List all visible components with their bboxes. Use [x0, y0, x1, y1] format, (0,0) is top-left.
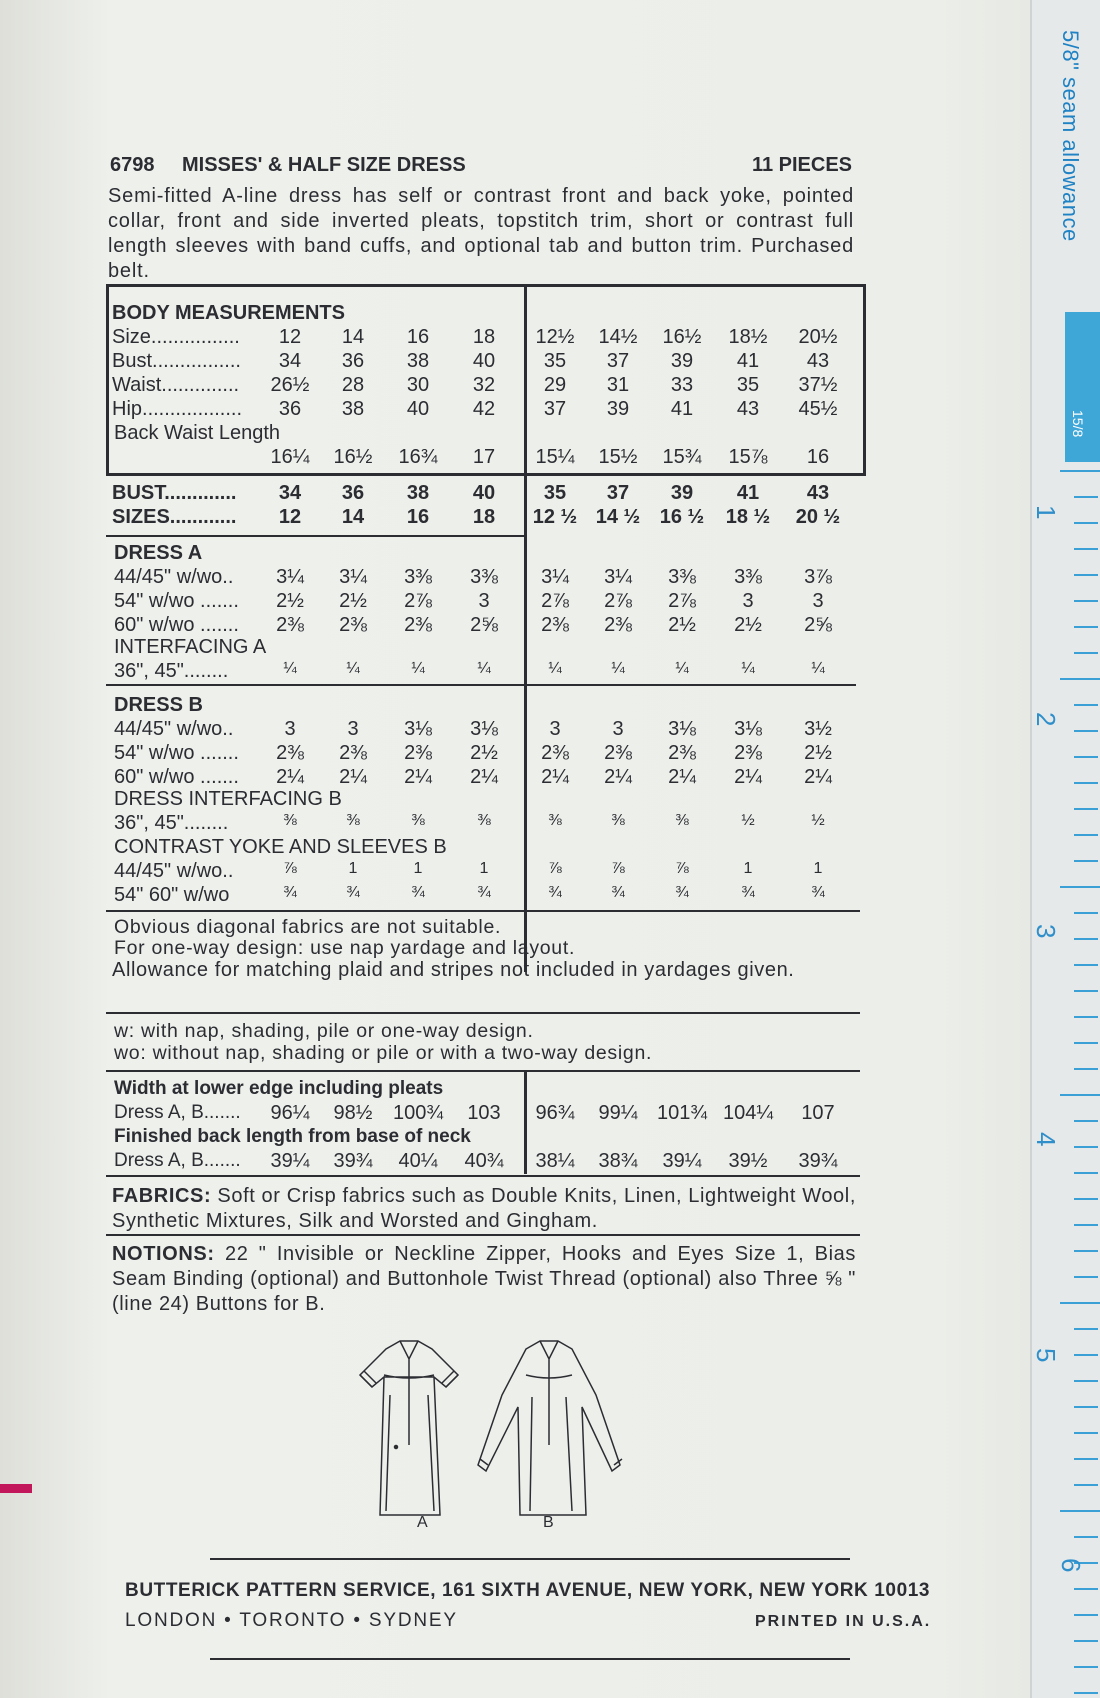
notions-text: 22 " Invisible or Neckline Zipper, Hooks and Eyes Size 1, Bias Seam Binding (optional) and Buttonhole Twist Thread (optional) also Three ⅝ " (line 24) Buttons for B. — [112, 1243, 856, 1315]
table-cell: 16½ — [333, 446, 373, 468]
illustration-label-a: A — [417, 1514, 428, 1531]
table-cell: 2⅜ — [734, 742, 762, 764]
dress-b-row-label: 54" w/wo ....... — [114, 742, 239, 764]
table-cell: 2⅜ — [604, 742, 632, 764]
table-cell: 33 — [670, 374, 694, 396]
table-cell: 12 ½ — [532, 506, 578, 528]
table-cell: 2¼ — [404, 766, 432, 788]
table-cell: ⅞ — [611, 860, 625, 877]
table-cell: ⅞ — [283, 860, 297, 877]
table-cell: 39¼ — [662, 1150, 702, 1172]
column-divider — [524, 1072, 527, 1174]
table-cell: 3 — [347, 718, 359, 740]
table-cell: 39¾ — [333, 1150, 373, 1172]
notions-section — [112, 1242, 856, 1317]
sizes-label: SIZES............ — [112, 506, 237, 528]
tape-tick — [1074, 548, 1098, 550]
table-cell: ¾ — [741, 884, 755, 901]
fabrics-label: FABRICS: — [112, 1185, 212, 1207]
table-cell: 36 — [278, 398, 302, 420]
table-cell: 40 — [472, 350, 496, 372]
footer-rule-top — [210, 1558, 850, 1560]
column-divider — [524, 284, 527, 972]
table-cell: 41 — [670, 398, 694, 420]
tape-tick — [1074, 730, 1098, 732]
table-cell: 40 — [406, 398, 430, 420]
table-cell: 16 — [406, 506, 430, 528]
table-cell: 107 — [801, 1102, 835, 1124]
table-cell: 96¾ — [535, 1102, 575, 1124]
note-allowance: Allowance for matching plaid and stripes not included in yardages given. — [112, 959, 795, 981]
table-cell: 41 — [736, 350, 760, 372]
table-cell: 2⅜ — [339, 614, 367, 636]
tape-tick — [1074, 1120, 1098, 1122]
tape-tick — [1060, 470, 1100, 472]
table-cell: ¼ — [741, 660, 755, 677]
tape-tick — [1074, 1666, 1098, 1668]
rule — [106, 1070, 860, 1072]
dress-b-row-label: 60" w/wo ....... — [114, 766, 239, 788]
tape-tick — [1074, 938, 1098, 940]
tape-tick — [1074, 1692, 1098, 1694]
pattern-number: 6798 — [110, 154, 155, 176]
table-cell: ⅞ — [548, 860, 562, 877]
footer-rule-bottom — [210, 1658, 850, 1660]
table-cell: 2⅜ — [276, 742, 304, 764]
table-cell: 3⅞ — [804, 566, 832, 588]
table-cell: 2⅞ — [668, 590, 696, 612]
tape-tick — [1074, 1536, 1098, 1538]
table-cell: 35 — [543, 350, 567, 372]
table-cell: 103 — [467, 1102, 501, 1124]
table-cell: 15⅞ — [728, 446, 768, 468]
table-cell: ⅜ — [675, 812, 689, 829]
tape-tick — [1074, 756, 1098, 758]
table-cell: 2¼ — [804, 766, 832, 788]
table-cell: 40 — [472, 482, 496, 504]
tape-tick — [1074, 1068, 1098, 1070]
edge-mark — [0, 1484, 32, 1493]
tape-tick — [1060, 1094, 1100, 1096]
table-cell: 3⅛ — [470, 718, 498, 740]
tape-tick — [1074, 1354, 1098, 1356]
interfacing-a-heading: INTERFACING A — [114, 636, 267, 658]
tape-tick — [1060, 886, 1100, 888]
table-cell: 18 — [472, 506, 496, 528]
width-label: Dress A, B....... — [114, 1102, 241, 1123]
notions-label: NOTIONS: — [112, 1243, 215, 1265]
pattern-title: MISSES' & HALF SIZE DRESS — [182, 154, 466, 176]
interfacing-b-label: 36", 45"........ — [114, 812, 229, 834]
table-cell: 3 — [478, 590, 490, 612]
table-cell: 2¼ — [276, 766, 304, 788]
tape-tick — [1074, 834, 1098, 836]
table-cell: 36 — [341, 482, 365, 504]
tape-number-6: 6 — [1056, 1558, 1086, 1573]
table-cell: 45½ — [798, 398, 838, 420]
table-cell: 29 — [543, 374, 567, 396]
table-cell: 2¼ — [604, 766, 632, 788]
table-cell: 43 — [806, 482, 830, 504]
table-cell: 42 — [472, 398, 496, 420]
table-cell: 39½ — [728, 1150, 768, 1172]
tape-number-2: 2 — [1031, 712, 1061, 727]
table-cell: 3 — [549, 718, 561, 740]
table-cell: 2⅜ — [404, 742, 432, 764]
table-cell: 1 — [348, 860, 358, 877]
table-cell: 37 — [543, 398, 567, 420]
dress-b-row-label: 44/45" w/wo.. — [114, 718, 234, 740]
length-label: Dress A, B....... — [114, 1150, 241, 1171]
table-cell: 37 — [606, 482, 630, 504]
tape-tick — [1074, 496, 1098, 498]
tape-tick — [1074, 652, 1098, 654]
table-cell: 2½ — [339, 590, 367, 612]
illustration-label-b: B — [543, 1514, 554, 1531]
pattern-description: Semi-fitted A-line dress has self or contrast front and back yoke, pointed collar, front and side inverted pleats, topstitch trim, short or contrast full length sleeves with band cuffs, and optional tab and button trim. Purchased belt. — [108, 185, 854, 282]
publisher-address: BUTTERICK PATTERN SERVICE, 161 SIXTH AVENUE, NEW YORK, NEW YORK 10013 — [125, 1580, 931, 1601]
table-cell: 2⅞ — [404, 590, 432, 612]
rule — [106, 1012, 860, 1014]
tape-tick — [1060, 1302, 1100, 1304]
tape-tick — [1074, 1250, 1098, 1252]
table-cell: 15¾ — [662, 446, 702, 468]
table-cell: 2⅜ — [404, 614, 432, 636]
table-cell: 2¼ — [470, 766, 498, 788]
measurement-label: Size................ — [112, 326, 240, 348]
tape-tick — [1074, 912, 1098, 914]
tape-tick — [1074, 1042, 1098, 1044]
table-cell: 2¼ — [541, 766, 569, 788]
table-cell: 40¾ — [464, 1150, 504, 1172]
table-cell: ¼ — [811, 660, 825, 677]
rule — [106, 910, 860, 912]
table-cell: 26½ — [270, 374, 310, 396]
tape-tick — [1074, 1614, 1098, 1616]
table-cell: 101¾ — [656, 1102, 708, 1124]
table-cell: 3¼ — [339, 566, 367, 588]
tape-tick — [1074, 522, 1098, 524]
table-cell: 2¼ — [734, 766, 762, 788]
rule — [106, 535, 524, 537]
table-cell: ¼ — [675, 660, 689, 677]
fabrics-section — [112, 1184, 856, 1234]
table-cell: 100¾ — [392, 1102, 444, 1124]
body-measurements-heading: BODY MEASUREMENTS — [112, 302, 345, 324]
bust-label: BUST............. — [112, 482, 237, 504]
table-cell: 2½ — [470, 742, 498, 764]
printed-in: PRINTED IN U.S.A. — [755, 1613, 932, 1630]
table-cell: 38 — [406, 482, 430, 504]
table-cell: 2⅜ — [541, 614, 569, 636]
interfacing-b-heading: DRESS INTERFACING B — [114, 788, 342, 810]
table-cell: ¾ — [283, 884, 297, 901]
table-cell: ¾ — [477, 884, 491, 901]
table-cell: 43 — [736, 398, 760, 420]
tape-tick — [1074, 1640, 1098, 1642]
table-cell: ⅞ — [675, 860, 689, 877]
dress-b-heading: DRESS B — [114, 694, 203, 716]
table-cell: 37½ — [798, 374, 838, 396]
table-cell: 38¾ — [598, 1150, 638, 1172]
table-cell: 14½ — [598, 326, 638, 348]
dress-a-heading: DRESS A — [114, 542, 203, 564]
table-cell: 3⅜ — [734, 566, 762, 588]
table-cell: ⅜ — [548, 812, 562, 829]
table-cell: 14 — [341, 506, 365, 528]
table-cell: 39 — [670, 482, 694, 504]
table-cell: 3⅜ — [404, 566, 432, 588]
table-cell: ¼ — [346, 660, 360, 677]
table-cell: 3⅜ — [470, 566, 498, 588]
table-cell: 3⅛ — [668, 718, 696, 740]
table-cell: 1 — [743, 860, 753, 877]
table-cell: ¼ — [611, 660, 625, 677]
publisher-cities: LONDON • TORONTO • SYDNEY — [125, 1610, 458, 1631]
interfacing-a-label: 36", 45"........ — [114, 660, 229, 682]
tape-tick — [1074, 1588, 1098, 1590]
table-cell: ⅜ — [346, 812, 360, 829]
fabrics-text: Soft or Crisp fabrics such as Double Knits, Linen, Lightweight Wool, Synthetic Mixtures, Silk and Worsted and Gingham. — [112, 1185, 856, 1232]
tape-tick — [1074, 626, 1098, 628]
seam-allowance-label: 5/8" seam allowance — [1058, 30, 1083, 242]
table-cell: 12 — [278, 506, 302, 528]
table-cell: 96¼ — [270, 1102, 310, 1124]
table-cell: 39 — [606, 398, 630, 420]
table-cell: 1 — [413, 860, 423, 877]
table-cell: 17 — [472, 446, 496, 468]
table-cell: 39¼ — [270, 1150, 310, 1172]
dress-a-drawing — [360, 1341, 458, 1515]
tape-tick — [1074, 1458, 1098, 1460]
table-cell: 2⅜ — [276, 614, 304, 636]
table-cell: 2¼ — [668, 766, 696, 788]
tape-tick — [1074, 600, 1098, 602]
table-cell: 12 — [278, 326, 302, 348]
table-cell: 39 — [670, 350, 694, 372]
note-without-nap: wo: without nap, shading or pile or with a two-way design. — [114, 1042, 653, 1064]
table-cell: 38¼ — [535, 1150, 575, 1172]
measurement-label: Bust................ — [112, 350, 241, 372]
table-cell: 28 — [341, 374, 365, 396]
table-cell: 34 — [278, 482, 302, 504]
table-cell: 3¼ — [541, 566, 569, 588]
width-heading: Width at lower edge including pleats — [114, 1078, 444, 1099]
table-cell: 2½ — [668, 614, 696, 636]
table-cell: 12½ — [535, 326, 575, 348]
measurement-label: Hip.................. — [112, 398, 243, 420]
table-cell: 1 — [813, 860, 823, 877]
table-cell: 14 — [341, 326, 365, 348]
tape-tick — [1074, 1328, 1098, 1330]
table-cell: 20½ — [798, 326, 838, 348]
table-cell: 38 — [341, 398, 365, 420]
table-cell: 98½ — [333, 1102, 373, 1124]
table-cell: 3½ — [804, 718, 832, 740]
table-cell: ¼ — [477, 660, 491, 677]
tape-tick — [1074, 1432, 1098, 1434]
table-cell: 18½ — [728, 326, 768, 348]
contrast-heading: CONTRAST YOKE AND SLEEVES B — [114, 836, 447, 858]
tape-number-1: 1 — [1031, 505, 1061, 520]
dress-a-row-label: 60" w/wo ....... — [114, 614, 239, 636]
table-cell: 20 ½ — [795, 506, 841, 528]
table-cell: 35 — [543, 482, 567, 504]
table-cell: 41 — [736, 482, 760, 504]
dress-illustrations — [350, 1335, 640, 1535]
table-cell: 36 — [341, 350, 365, 372]
table-cell: 3 — [742, 590, 754, 612]
contrast-row-label: 54" 60" w/wo — [114, 884, 230, 906]
table-cell: 99¼ — [598, 1102, 638, 1124]
tape-tick — [1074, 1198, 1098, 1200]
pattern-pieces: 11 PIECES — [751, 154, 852, 176]
tape-tick — [1074, 704, 1098, 706]
table-cell: 2½ — [734, 614, 762, 636]
table-cell: ¾ — [675, 884, 689, 901]
table-cell: 2½ — [276, 590, 304, 612]
table-cell: 3¼ — [604, 566, 632, 588]
tape-tick — [1074, 1016, 1098, 1018]
tape-number-4: 4 — [1031, 1132, 1061, 1147]
table-cell: ⅜ — [411, 812, 425, 829]
table-cell: 2⅞ — [604, 590, 632, 612]
rule — [106, 1175, 860, 1177]
table-cell: 14 ½ — [595, 506, 641, 528]
table-cell: 3 — [284, 718, 296, 740]
table-cell: 3⅜ — [668, 566, 696, 588]
back-waist-label: Back Waist Length — [114, 422, 281, 444]
table-cell: ½ — [741, 812, 755, 829]
tape-tick — [1074, 860, 1098, 862]
dress-b-drawing — [478, 1341, 622, 1515]
table-cell: 3 — [812, 590, 824, 612]
table-cell: ¾ — [411, 884, 425, 901]
dress-a-row-label: 54" w/wo ....... — [114, 590, 239, 612]
table-cell: ⅜ — [477, 812, 491, 829]
tape-highlight — [1065, 312, 1100, 462]
table-cell: 16¾ — [398, 446, 438, 468]
table-cell: 40¼ — [398, 1150, 438, 1172]
table-cell: 16 — [806, 446, 830, 468]
table-cell: ¼ — [548, 660, 562, 677]
tape-tick — [1074, 964, 1098, 966]
table-cell: 2⅞ — [541, 590, 569, 612]
table-cell: 2⅜ — [541, 742, 569, 764]
table-cell: ¾ — [346, 884, 360, 901]
measurement-label: Waist.............. — [112, 374, 240, 396]
tape-tick — [1074, 1276, 1098, 1278]
table-cell: 32 — [472, 374, 496, 396]
table-cell: ¼ — [411, 660, 425, 677]
table-cell: ¼ — [283, 660, 297, 677]
table-cell: 18 — [472, 326, 496, 348]
table-cell: ⅜ — [611, 812, 625, 829]
table-cell: 16½ — [662, 326, 702, 348]
table-cell: 16¼ — [270, 446, 310, 468]
tape-tick — [1074, 1406, 1098, 1408]
table-cell: ¾ — [548, 884, 562, 901]
table-cell: ⅜ — [283, 812, 297, 829]
tape-tick — [1074, 990, 1098, 992]
table-cell: 35 — [736, 374, 760, 396]
note-with-nap: w: with nap, shading, pile or one-way design. — [114, 1020, 534, 1042]
tape-tick — [1074, 782, 1098, 784]
table-cell: 2½ — [804, 742, 832, 764]
note-diagonal: Obvious diagonal fabrics are not suitable. — [114, 916, 502, 938]
rule — [106, 1234, 860, 1236]
contrast-row-label: 44/45" w/wo.. — [114, 860, 234, 882]
tape-tick — [1074, 1146, 1098, 1148]
tape-number-3: 3 — [1031, 924, 1061, 939]
table-cell: 104¼ — [722, 1102, 774, 1124]
table-cell: 2⅜ — [604, 614, 632, 636]
tape-tick — [1074, 1224, 1098, 1226]
table-cell: 31 — [606, 374, 630, 396]
table-cell: ¾ — [611, 884, 625, 901]
table-cell: 2⅝ — [470, 614, 498, 636]
table-cell: 16 — [406, 326, 430, 348]
tape-tick — [1074, 808, 1098, 810]
pattern-header — [110, 154, 852, 182]
table-cell: 3¼ — [276, 566, 304, 588]
table-cell: 15¼ — [535, 446, 575, 468]
table-cell: 2⅜ — [339, 742, 367, 764]
table-cell: 38 — [406, 350, 430, 372]
table-cell: ½ — [811, 812, 825, 829]
table-cell: 15½ — [598, 446, 638, 468]
table-cell: 18 ½ — [725, 506, 771, 528]
table-cell: ¾ — [811, 884, 825, 901]
table-cell: 3⅛ — [404, 718, 432, 740]
table-cell: 2⅝ — [804, 614, 832, 636]
table-cell: 16 ½ — [659, 506, 705, 528]
note-one-way: For one-way design: use nap yardage and layout. — [114, 937, 576, 959]
table-cell: 3 — [612, 718, 624, 740]
table-cell: 3⅛ — [734, 718, 762, 740]
tape-number-5: 5 — [1031, 1348, 1061, 1363]
tape-tick — [1074, 1380, 1098, 1382]
tape-tick — [1074, 1172, 1098, 1174]
table-cell: 43 — [806, 350, 830, 372]
tape-tick — [1060, 1510, 1100, 1512]
tape-tick — [1060, 678, 1100, 680]
table-cell: 30 — [406, 374, 430, 396]
table-cell: 34 — [278, 350, 302, 372]
rule — [106, 684, 856, 686]
dress-a-row-label: 44/45" w/wo.. — [114, 566, 234, 588]
table-cell: 39¾ — [798, 1150, 838, 1172]
tape-highlight-label: 15/8 — [1070, 410, 1086, 438]
table-cell: 37 — [606, 350, 630, 372]
table-cell: 2¼ — [339, 766, 367, 788]
length-heading: Finished back length from base of neck — [114, 1126, 471, 1147]
table-cell: 2⅜ — [668, 742, 696, 764]
tape-tick — [1074, 1484, 1098, 1486]
table-cell: 1 — [479, 860, 489, 877]
tape-tick — [1074, 574, 1098, 576]
